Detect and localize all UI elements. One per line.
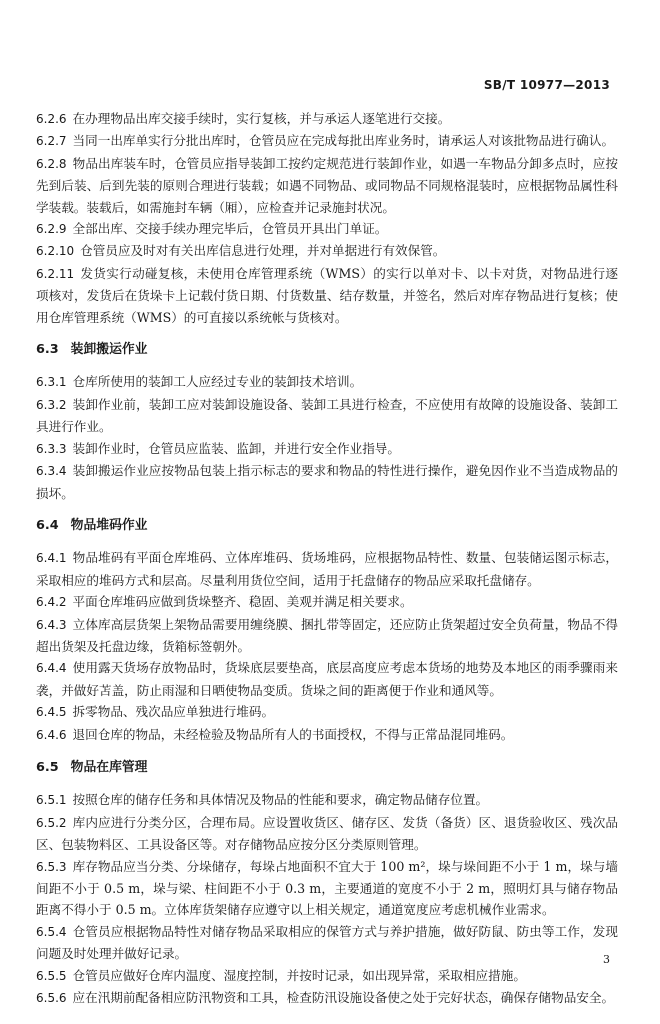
clause-text: 仓管员应做好仓库内温度、湿度控制，并按时记录，如出现异常，采取相应措施。 — [72, 967, 526, 983]
clause-number: 6.4.4 — [36, 661, 67, 676]
clause-number: 6.4.3 — [36, 617, 67, 632]
clause-text: 拆零物品、残次品应单独进行堆码。 — [72, 704, 275, 720]
clause-paragraph — [36, 547, 618, 591]
clause-number: 6.5.3 — [36, 859, 67, 874]
clause-text: 仓管员应根据物品特性对储存物品采取相应的保管方式与养护措施，做好防鼠、防虫等工作，发现问题及时处理并做好记录。 — [36, 923, 618, 962]
clause-number: 6.5.4 — [36, 924, 67, 939]
clause-number: 6.4.5 — [36, 705, 67, 720]
clause-paragraph — [36, 108, 618, 130]
clause-paragraph — [36, 263, 618, 328]
clause-paragraph — [36, 965, 618, 987]
clause-number: 6.5.5 — [36, 968, 67, 983]
section-number: 6.3 — [36, 342, 59, 358]
clause-number: 6.4.6 — [36, 727, 67, 742]
clause-paragraph — [36, 371, 618, 393]
clause-number: 6.3.2 — [36, 397, 67, 412]
clause-paragraph — [36, 394, 618, 438]
clause-text: 库存物品应当分类、分垛储存，每垛占地面积不宜大于 100 m²，垛与垛间距不小于 1 m，垛与墙间距不小于 0.5 m，垛与梁、柱间距不小于 0.3 m，主要通道的宽度不小于 2 m，照明灯具与储存物品距离不得小于 0.5 m。立体库货架储存应遵守以上相关规定，通道宽度应考虑机械作业需求。 — [36, 858, 618, 918]
clause-paragraph — [36, 130, 618, 152]
clause-paragraph — [36, 438, 618, 460]
clause-paragraph — [36, 724, 618, 746]
clause-number: 6.4.1 — [36, 551, 67, 566]
clause-text: 当同一出库单实行分批出库时，仓管员应在完成每批出库业务时，请承运人对该批物品进行确认。 — [72, 133, 615, 149]
section-title: 物品堆码作业 — [70, 517, 148, 533]
clause-paragraph — [36, 460, 618, 504]
clause-paragraph — [36, 921, 618, 965]
section-number: 6.5 — [36, 759, 59, 775]
standard-code: SB/T 10977—2013 — [483, 78, 610, 92]
clause-number: 6.2.8 — [36, 156, 67, 171]
clause-number: 6.3.1 — [36, 375, 67, 390]
document-body — [36, 108, 618, 1009]
section-number: 6.4 — [36, 517, 59, 533]
clause-number: 6.2.6 — [36, 112, 67, 126]
clause-number: 6.2.7 — [36, 134, 67, 149]
clause-text: 应在汛期前配备相应防汛物资和工具，检查防汛设施设备使之处于完好状态，确保存储物品安全。 — [72, 990, 615, 1006]
clause-text: 库内应进行分类分区，合理布局。应设置收货区、储存区、发货（备货）区、退货验收区、残次品区、包装物料区、工具设备区等。对存储物品应按分区分类原则管理。 — [36, 814, 618, 853]
section-heading — [36, 757, 618, 778]
clause-text: 仓管员应及时对有关出库信息进行处理，并对单据进行有效保管。 — [80, 243, 446, 259]
clause-paragraph — [36, 240, 618, 262]
clause-paragraph — [36, 591, 618, 613]
clause-text: 全部出库、交接手续办理完毕后，仓管员开具出门单证。 — [72, 221, 388, 237]
clause-text: 仓库所使用的装卸工人应经过专业的装卸技术培训。 — [72, 374, 363, 390]
section-title: 装卸搬运作业 — [70, 342, 148, 358]
clause-text: 平面仓库堆码应做到货垛整齐、稳固、美观并满足相关要求。 — [72, 594, 413, 610]
clause-number: 6.3.3 — [36, 441, 67, 456]
clause-text: 在办理物品出库交接手续时，实行复核，并与承运人逐笔进行交接。 — [72, 111, 451, 126]
clause-paragraph — [36, 153, 618, 218]
clause-text: 退回仓库的物品，未经检验及物品所有人的书面授权，不得与正常品混同堆码。 — [72, 726, 514, 742]
clause-number: 6.5.2 — [36, 815, 67, 830]
clause-number: 6.4.2 — [36, 595, 67, 610]
clause-paragraph — [36, 987, 618, 1009]
clause-number: 6.2.9 — [36, 222, 67, 237]
clause-number: 6.5.6 — [36, 991, 67, 1006]
section-heading — [36, 339, 618, 360]
clause-text: 物品堆码有平面仓库堆码、立体库堆码、货场堆码，应根据物品特性、数量、包装储运图示标志，采取相应的堆码方式和层高。尽量利用货位空间，适用于托盘储存的物品应采取托盘储存。 — [36, 550, 618, 588]
clause-number: 6.5.1 — [36, 793, 67, 808]
clause-paragraph — [36, 657, 618, 701]
clause-text: 立体库高层货架上架物品需要用缠绕膜、捆扎带等固定，还应防止货架超过安全负荷量，物品不得超出货架及托盘边缘，货箱标签朝外。 — [36, 616, 618, 654]
clause-paragraph — [36, 856, 618, 921]
clause-paragraph — [36, 614, 618, 658]
clause-paragraph — [36, 218, 618, 240]
clause-text: 发货实行动碰复核，未使用仓库管理系统（WMS）的实行以单对卡、以卡对货，对物品进行逐项核对，发货后在货垛卡上记载付货日期、付货数量、结存数量，并签名，然后对库存物品进行复核；使用仓库管理系统（WMS）的可直接以系统帐与货核对。 — [36, 265, 618, 325]
section-title: 物品在库管理 — [70, 759, 148, 775]
page-number: 3 — [603, 953, 610, 966]
clause-text: 物品出库装车时，仓管员应指导装卸工按约定规范进行装卸作业，如遇一车物品分卸多点时，应按先到后装、后到先装的原则合理进行装载；如遇不同物品、或同物品不同规格混装时，应根据物品属性科学装载。装载后，如需施封车辆（厢），应检查并记录施封状况。 — [36, 155, 618, 215]
clause-text: 按照仓库的储存任务和具体情况及物品的性能和要求，确定物品储存位置。 — [72, 792, 489, 808]
clause-paragraph — [36, 812, 618, 856]
clause-text: 使用露天货场存放物品时，货垛底层要垫高，底层高度应考虑本货场的地势及本地区的雨季骤雨来袭，并做好苫盖，防止雨湿和日晒使物品变质。货垛之间的距离便于作业和通风等。 — [36, 660, 618, 698]
clause-paragraph — [36, 701, 618, 723]
clause-number: 6.2.10 — [36, 244, 75, 259]
clause-text: 装卸作业前，装卸工应对装卸设施设备、装卸工具进行检查，不应使用有故障的设施设备、装卸工具进行作业。 — [36, 396, 618, 435]
clause-paragraph — [36, 789, 618, 811]
clause-number: 6.3.4 — [36, 464, 67, 479]
clause-text: 装卸作业时，仓管员应监装、监卸，并进行安全作业指导。 — [72, 440, 400, 456]
section-heading — [36, 515, 618, 536]
clause-text: 装卸搬运作业应按物品包装上指示标志的要求和物品的特性进行操作，避免因作业不当造成物品的损坏。 — [36, 463, 618, 501]
clause-number: 6.2.11 — [36, 266, 75, 281]
